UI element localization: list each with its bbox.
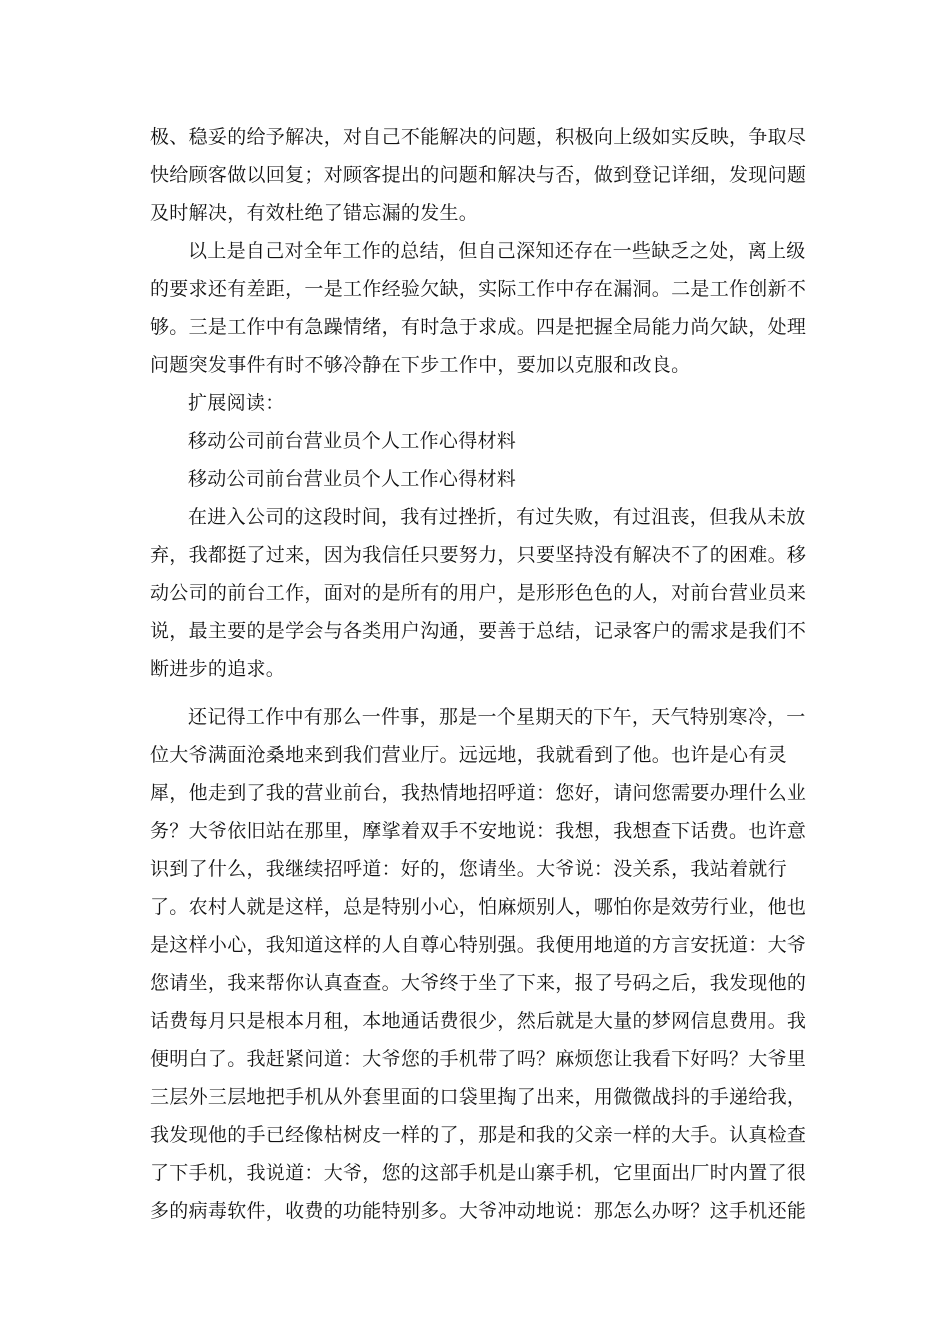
text-line: 问题突发事件有时不够冷静在下步工作中，要加以克服和改良。	[150, 354, 691, 376]
text-line: 识到了什么，我继续招呼道：好的，您请坐。大爷说：没关系，我站着就行	[150, 858, 787, 880]
text-line: 了。农村人就是这样，总是特别小心，怕麻烦别人，哪怕你是效劳行业，他也	[150, 896, 807, 918]
text-line: 是这样小心，我知道这样的人自尊心特别强。我便用地道的方言安抚道：大爷	[150, 934, 807, 956]
text-line: 的要求还有差距，一是工作经验欠缺，实际工作中存在漏洞。二是工作创新不	[150, 278, 807, 300]
text-line: 务？大爷依旧站在那里，摩挲着双手不安地说：我想，我想查下话费。也许意	[150, 820, 807, 842]
section-heading: 移动公司前台营业员个人工作心得材料	[188, 430, 517, 452]
text-line: 动公司的前台工作，面对的是所有的用户，是形形色色的人，对前台营业员来	[150, 582, 807, 604]
text-line: 位大爷满面沧桑地来到我们营业厅。远远地，我就看到了他。也许是心有灵	[150, 744, 787, 766]
text-line: 极、稳妥的给予解决，对自己不能解决的问题，积极向上级如实反映，争取尽	[150, 126, 807, 148]
text-line: 弃，我都挺了过来，因为我信任只要努力，只要坚持没有解决不了的困难。移	[150, 544, 807, 566]
text-line: 三层外三层地把手机从外套里面的口袋里掏了出来，用微微战抖的手递给我，	[150, 1086, 807, 1108]
text-line: 话费每月只是根本月租，本地通话费很少，然后就是大量的梦网信息费用。我	[150, 1010, 807, 1032]
text-line: 说，最主要的是学会与各类用户沟通，要善于总结，记录客户的需求是我们不	[150, 620, 807, 642]
text-line: 够。三是工作中有急躁情绪，有时急于求成。四是把握全局能力尚欠缺，处理	[150, 316, 807, 338]
text-line: 快给顾客做以回复；对顾客提出的问题和解决与否，做到登记详细，发现问题	[150, 164, 807, 186]
paragraph-first-line: 还记得工作中有那么一件事，那是一个星期天的下午，天气特别寒冷，一	[188, 706, 806, 728]
text-line: 便明白了。我赶紧问道：大爷您的手机带了吗？麻烦您让我看下好吗？大爷里	[150, 1048, 807, 1070]
paragraph-first-line: 在进入公司的这段时间，我有过挫折，有过失败，有过沮丧，但我从未放	[188, 506, 806, 528]
text-line: 您请坐，我来帮你认真查查。大爷终于坐了下来，报了号码之后，我发现他的	[150, 972, 807, 994]
text-line: 断进步的追求。	[150, 658, 286, 680]
section-heading: 移动公司前台营业员个人工作心得材料	[188, 468, 517, 490]
text-line: 犀，他走到了我的营业前台，我热情地招呼道：您好，请问您需要办理什么业	[150, 782, 807, 804]
text-line: 了下手机，我说道：大爷，您的这部手机是山寨手机，它里面出厂时内置了很	[150, 1162, 807, 1184]
text-line: 及时解决，有效杜绝了错忘漏的发生。	[150, 202, 479, 224]
paragraph-first-line: 以上是自己对全年工作的总结，但自己深知还存在一些缺乏之处，离上级	[188, 240, 806, 262]
extended-reading-label: 扩展阅读：	[188, 392, 285, 414]
text-line: 我发现他的手已经像枯树皮一样的了，那是和我的父亲一样的大手。认真检查	[150, 1124, 807, 1146]
text-line: 多的病毒软件，收费的功能特别多。大爷冲动地说：那怎么办呀？这手机还能	[150, 1200, 807, 1222]
